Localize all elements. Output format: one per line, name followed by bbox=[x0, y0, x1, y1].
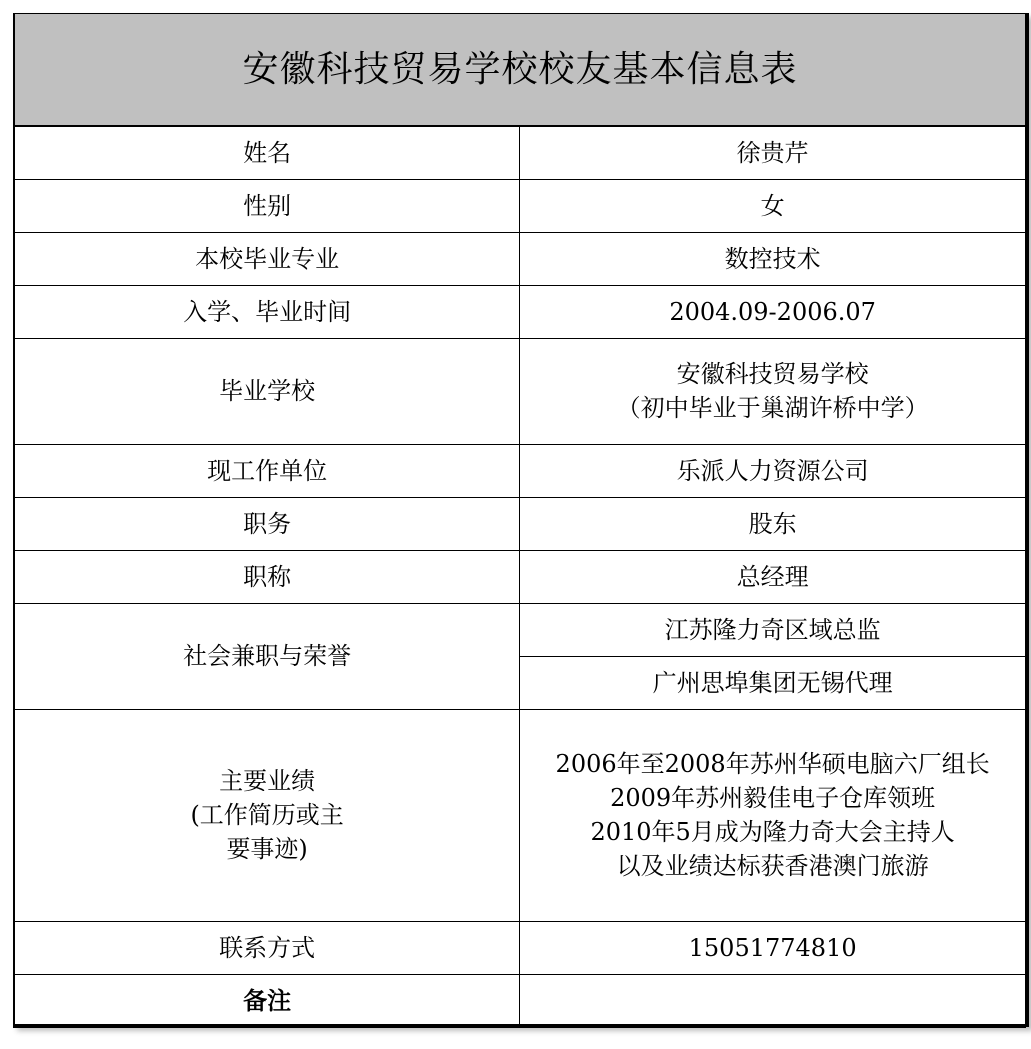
achievement-line: 以及业绩达标获香港澳门旅游 bbox=[616, 852, 929, 880]
row-achievements bbox=[14, 709, 1026, 921]
label-achievements bbox=[14, 709, 520, 921]
row-period bbox=[14, 285, 1026, 338]
row-major bbox=[14, 232, 1026, 285]
achievement-line: 2006年至2008年苏州华硕电脑六厂组长 bbox=[555, 750, 990, 778]
label-period: 入学、毕业时间 bbox=[14, 285, 520, 338]
label-honors: 社会兼职与荣誉 bbox=[14, 603, 520, 709]
alumni-info-sheet bbox=[13, 13, 1029, 1027]
title-row bbox=[14, 14, 1026, 127]
label-contact: 联系方式 bbox=[14, 921, 520, 974]
label-major: 本校毕业专业 bbox=[14, 232, 520, 285]
value-school-line1: 安徽科技贸易学校 bbox=[676, 360, 869, 388]
value-school bbox=[520, 338, 1026, 444]
row-job-title bbox=[14, 550, 1026, 603]
value-major: 数控技术 bbox=[520, 232, 1026, 285]
sheet-title: 安徽科技贸易学校校友基本信息表 bbox=[14, 14, 1026, 127]
row-contact bbox=[14, 921, 1026, 974]
value-gender: 女 bbox=[520, 179, 1026, 232]
row-gender bbox=[14, 179, 1026, 232]
label-achievements-line2: (工作简历或主 bbox=[190, 801, 344, 829]
label-job-title: 职称 bbox=[14, 550, 520, 603]
value-remarks bbox=[520, 974, 1026, 1027]
value-job-title: 总经理 bbox=[520, 550, 1026, 603]
label-achievements-line3: 要事迹) bbox=[226, 835, 308, 863]
value-workplace: 乐派人力资源公司 bbox=[520, 444, 1026, 497]
label-workplace: 现工作单位 bbox=[14, 444, 520, 497]
value-honors-1: 江苏隆力奇区域总监 bbox=[520, 603, 1026, 656]
value-achievements bbox=[520, 709, 1026, 921]
achievement-line: 2009年苏州毅佳电子仓库领班 bbox=[610, 784, 936, 812]
row-honors-1 bbox=[14, 603, 1026, 656]
label-achievements-line1: 主要业绩 bbox=[219, 767, 316, 795]
row-remarks bbox=[14, 974, 1026, 1027]
value-period: 2004.09-2006.07 bbox=[520, 285, 1026, 338]
value-position: 股东 bbox=[520, 497, 1026, 550]
achievement-line: 2010年5月成为隆力奇大会主持人 bbox=[590, 818, 955, 846]
row-position bbox=[14, 497, 1026, 550]
label-position: 职务 bbox=[14, 497, 520, 550]
label-gender: 性别 bbox=[14, 179, 520, 232]
value-honors-2: 广州思埠集团无锡代理 bbox=[520, 656, 1026, 709]
value-contact: 15051774810 bbox=[520, 921, 1026, 974]
label-school: 毕业学校 bbox=[14, 338, 520, 444]
row-school bbox=[14, 338, 1026, 444]
label-remarks: 备注 bbox=[14, 974, 520, 1027]
row-workplace bbox=[14, 444, 1026, 497]
value-school-line2: （初中毕业于巢湖许桥中学） bbox=[616, 394, 929, 422]
alumni-info-table bbox=[13, 13, 1026, 1028]
value-name: 徐贵芹 bbox=[520, 126, 1026, 179]
row-name bbox=[14, 126, 1026, 179]
label-name: 姓名 bbox=[14, 126, 520, 179]
